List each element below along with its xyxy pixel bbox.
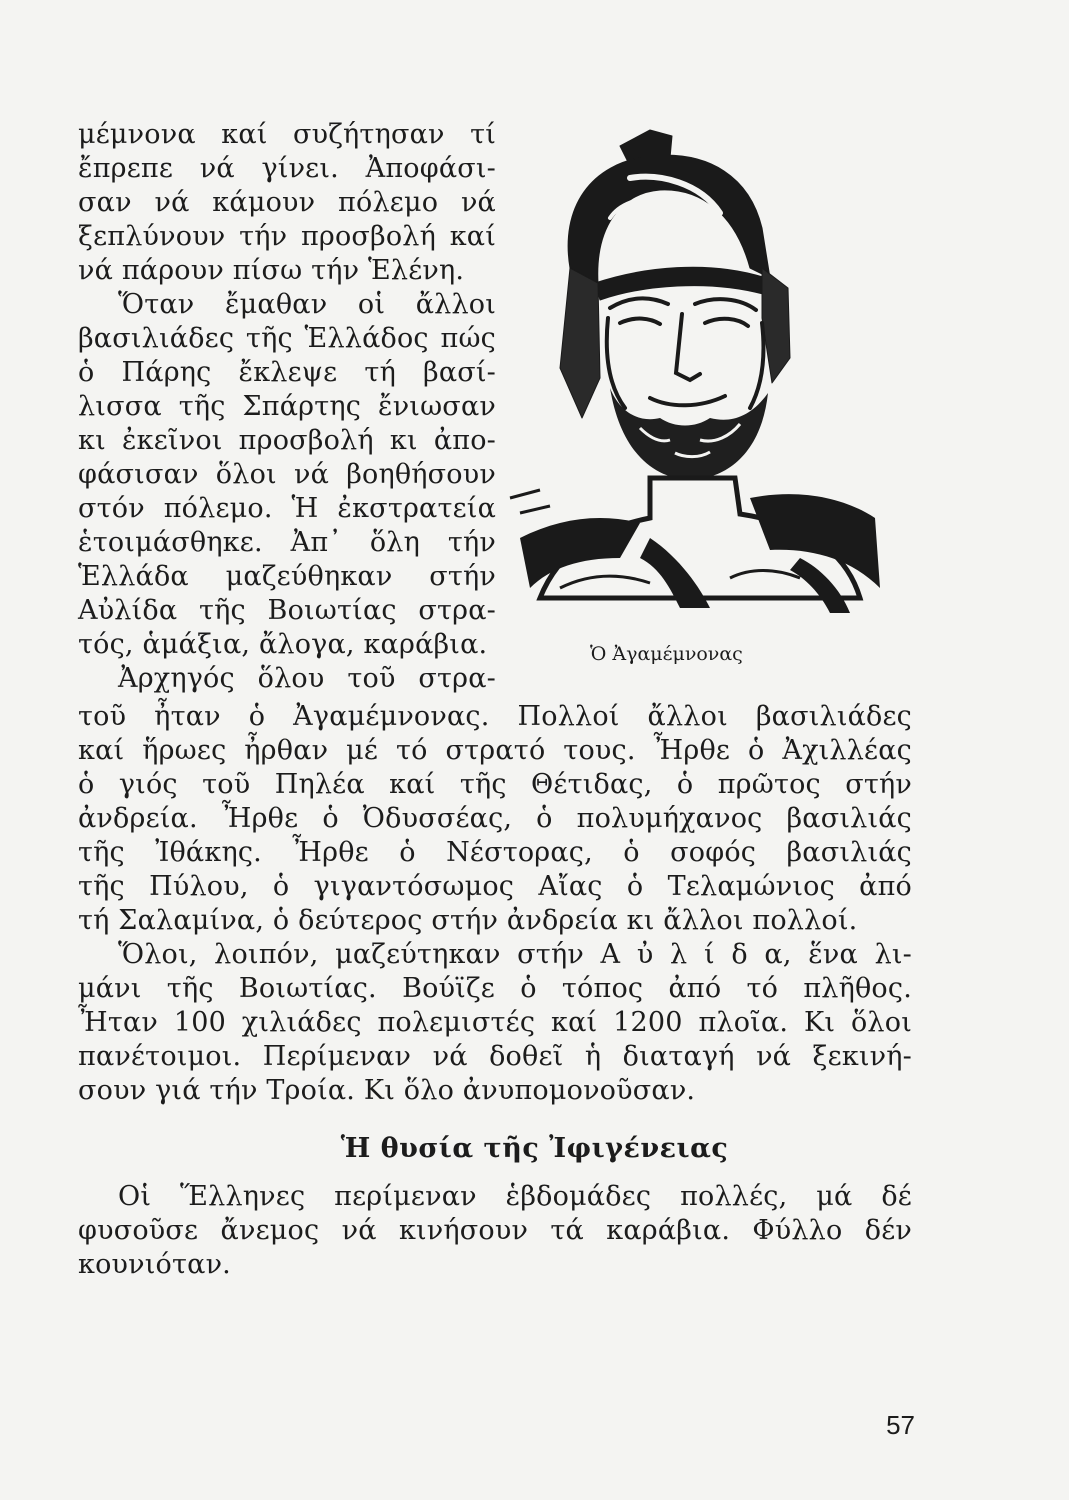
text-line: μέμνονα καί συζήτησαν τί [78,119,496,150]
text-line: ἀνδρεία. Ἦρθε ὁ Ὀδυσσέας, ὁ πολυμήχανος βασιλιάς [78,803,912,834]
text-line: ἔπρεπε νά γίνει. Ἀποφάσι- [78,153,496,184]
text-line: ὁ Πάρης ἔκλεψε τή βασί- [78,357,496,388]
text-line: τῆς Πύλου, ὁ γιγαντόσωμος Αἴας ὁ Τελαμώνιος ἀπό [78,871,912,902]
section-heading: Ἡ θυσία τῆς Ἰφιγένειας [340,1133,729,1164]
text-line: τή Σαλαμίνα, ὁ δεύτερος στήν ἀνδρεία κι ἄλλοι πολλοί. [78,905,858,936]
page-number: 57 [886,1410,915,1440]
text-line: βασιλιάδες τῆς Ἑλλάδος πώς [78,323,496,354]
text-line: Ὅταν ἔμαθαν οἱ ἄλλοι [118,289,496,320]
text-line: στόν πόλεμο. Ἡ ἐκστρατεία [78,493,496,524]
text-line: σαν νά κάμουν πόλεμο νά [78,187,496,218]
text-line: Αὐλίδα τῆς Βοιωτίας στρα- [78,595,496,626]
text-line: ὁ γιός τοῦ Πηλέα καί τῆς Θέτιδας, ὁ πρῶτος στήν [78,769,912,800]
text-line: κουνιόταν. [78,1249,231,1280]
text-line: πανέτοιμοι. Περίμεναν νά δοθεῖ ἡ διαταγή νά ξεκινή- [78,1041,912,1072]
text-line: νά πάρουν πίσω τήν Ἑλένη. [78,255,465,286]
text-line: τοῦ ἦταν ὁ Ἀγαμέμνονας. Πολλοί ἄλλοι βασιλιάδες [78,701,912,732]
text-line: Ἦταν 100 χιλιάδες πολεμιστές καί 1200 πλοῖα. Κι ὅλοι [78,1007,912,1038]
text-line: Ὅλοι, λοιπόν, μαζεύτηκαν στήν Α ὐ λ ί δ α, ἕνα λι- [118,939,912,970]
illustration-caption: Ὁ Ἀγαμέμνονας [590,643,743,665]
text-line: φυσοῦσε ἄνεμος νά κινήσουν τά καράβια. Φύλλο δέν [78,1215,912,1246]
text-line: Οἱ Ἕλληνες περίμεναν ἑβδομάδες πολλές, μά δέ [118,1181,912,1212]
text-line: σουν γιά τήν Τροία. Κι ὅλο ἀνυπομονοῦσαν. [78,1075,696,1106]
text-line: μάνι τῆς Βοιωτίας. Βούϊζε ὁ τόπος ἀπό τό πλῆθος. [78,973,912,1004]
text-line: τῆς Ἰθάκης. Ἦρθε ὁ Νέστορας, ὁ σοφός βασιλιάς [78,837,912,868]
text-line: ἑτοιμάσθηκε. Ἀπ᾽ ὅλη τήν [78,527,496,558]
agamemnon-portrait-illustration [500,118,890,618]
text-line: ξεπλύνουν τήν προσβολή καί [78,221,496,252]
text-line: Ἀρχηγός ὅλου τοῦ στρα- [118,663,496,694]
text-line: φάσισαν ὅλοι νά βοηθήσουν [78,459,496,490]
text-line: λισσα τῆς Σπάρτης ἔνιωσαν [78,391,496,422]
text-line: Ἑλλάδα μαζεύθηκαν στήν [78,561,496,592]
text-line: τός, ἁμάξια, ἄλογα, καράβια. [78,629,488,660]
text-line: καί ἥρωες ἦρθαν μέ τό στρατό τους. Ἦρθε ὁ Ἀχιλλέας [78,735,912,766]
text-line: κι ἐκεῖνοι προσβολή κι ἀπο- [78,425,496,456]
